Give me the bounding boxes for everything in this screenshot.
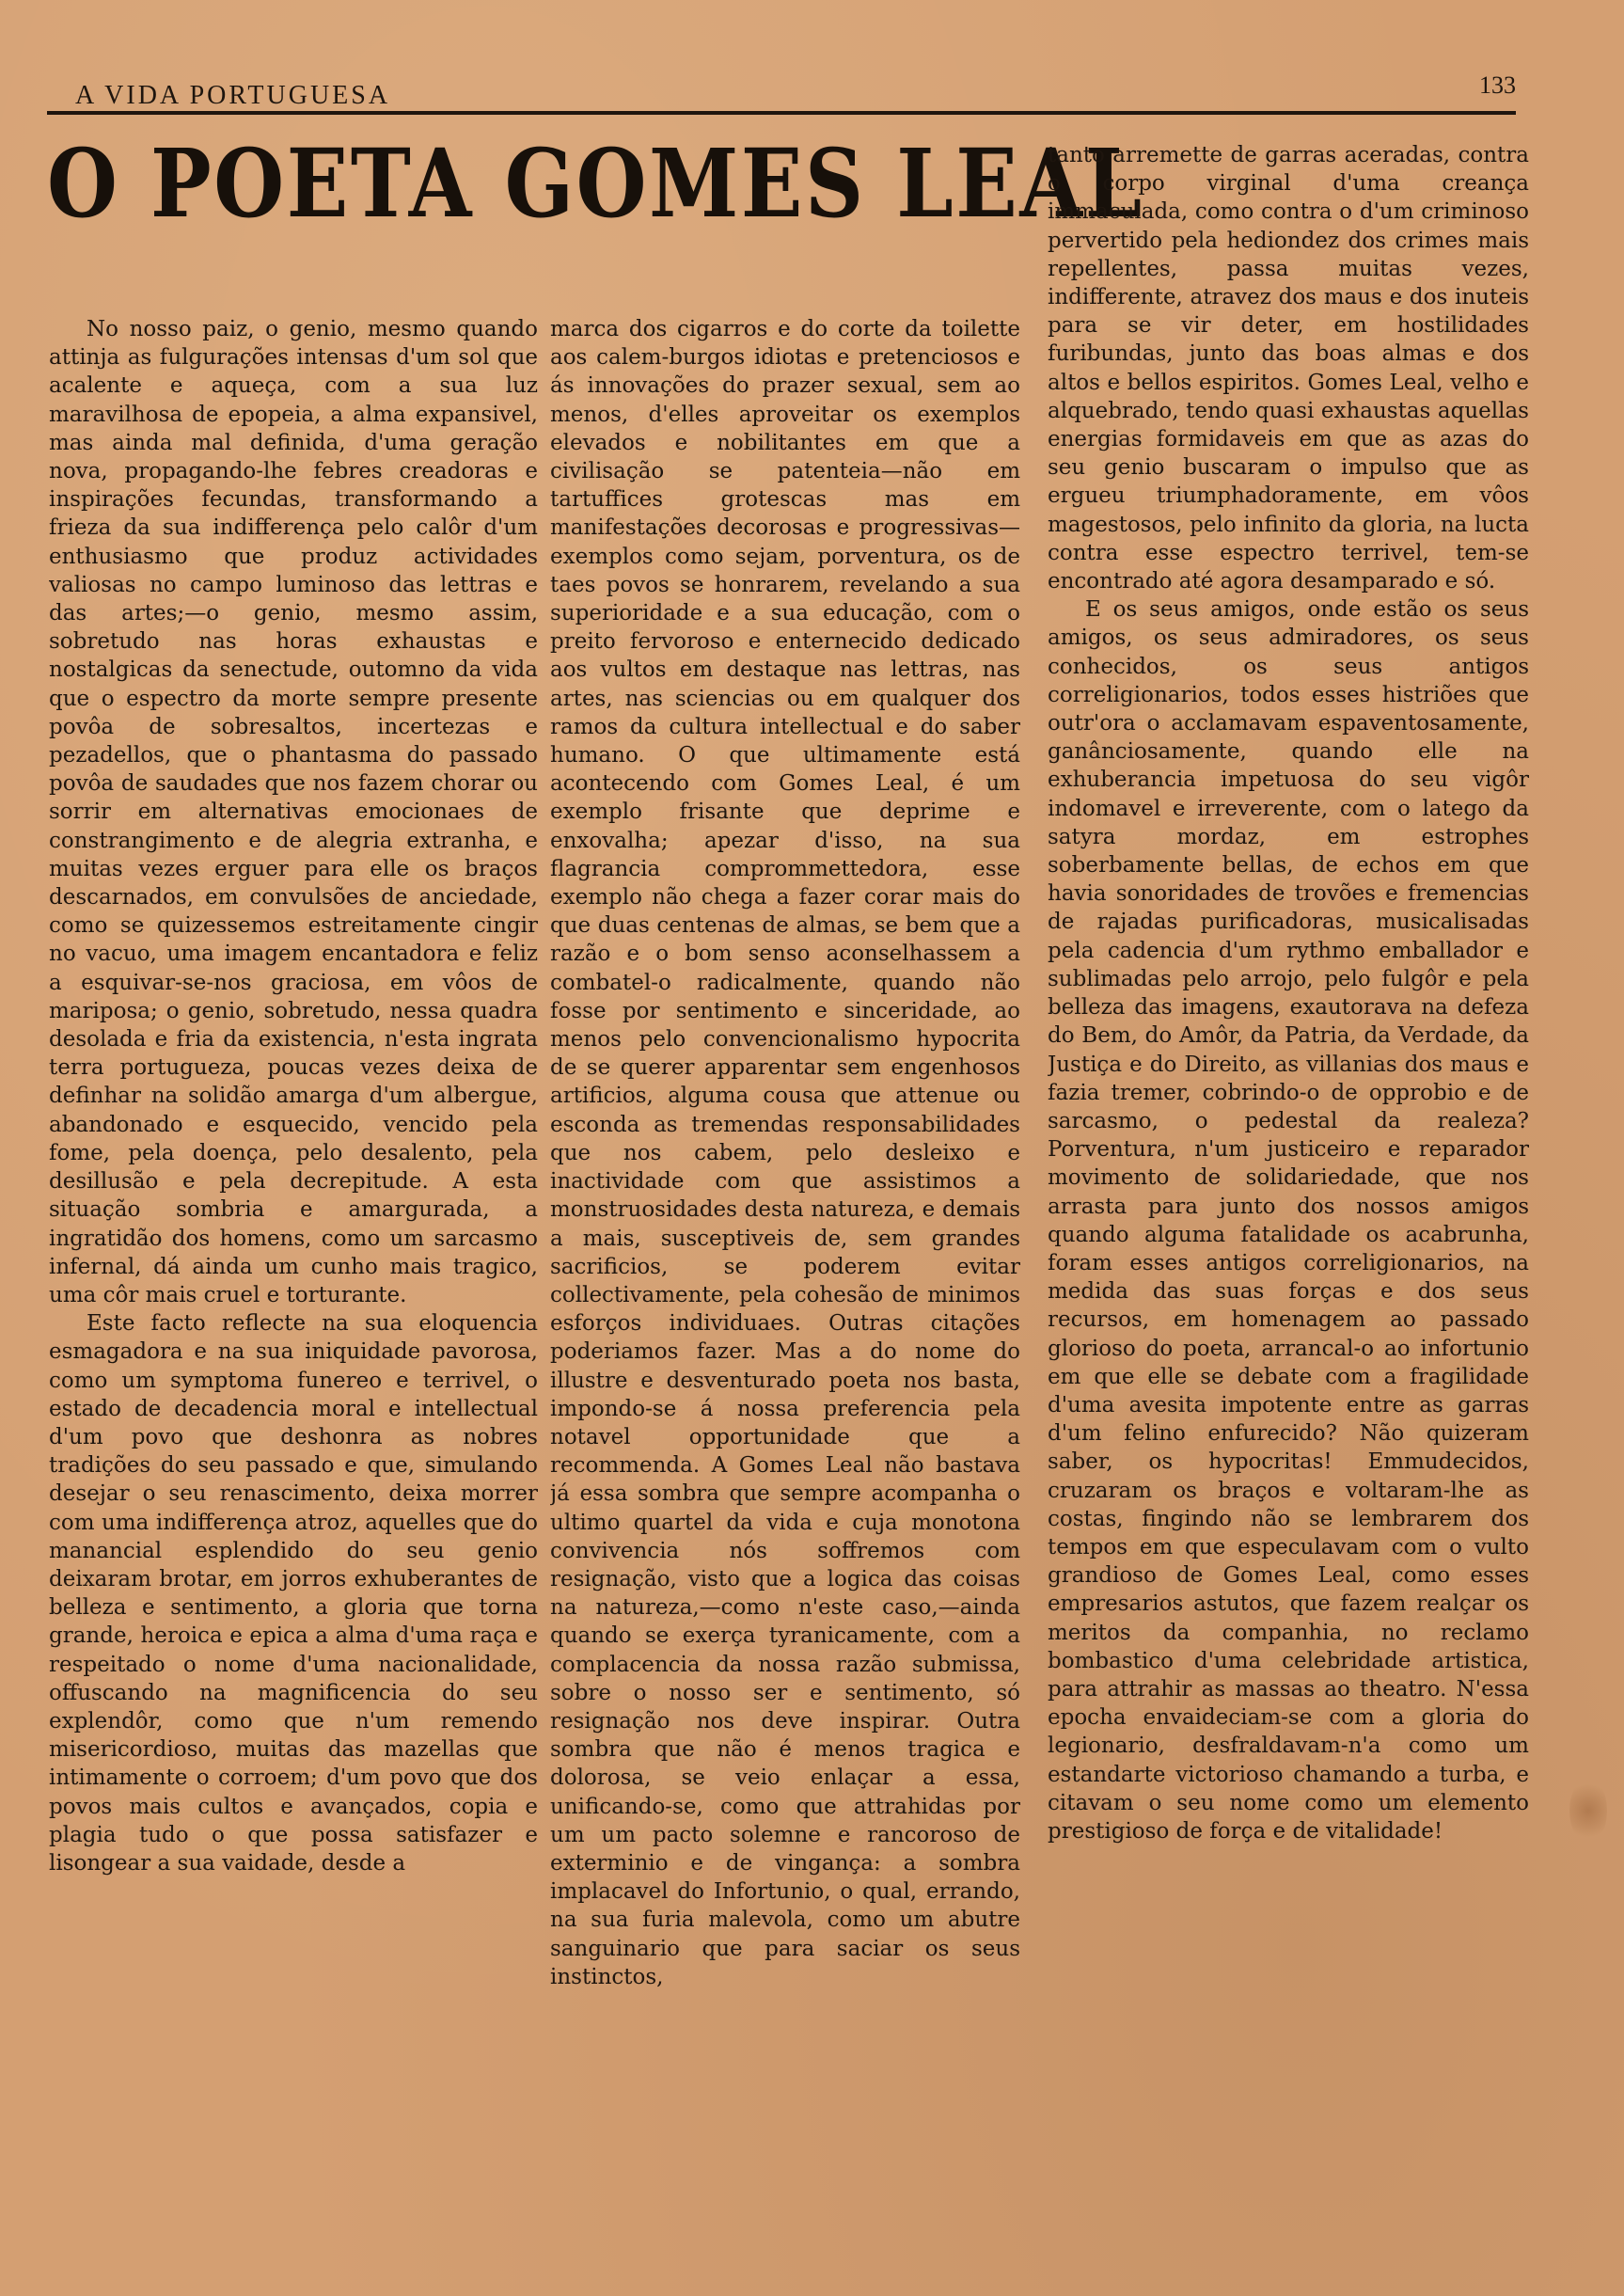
page-header (49, 71, 1516, 115)
paragraph: No nosso paiz, o genio, mesmo quando attinja as fulgurações intensas d'um sol que acalente e aqueça, com a sua luz maravilhosa de epopeia, a alma expansivel, mas ainda mal definida, d'uma geração nova, propagando-lhe febres creadoras e inspirações fecundas, transformando a frieza da sua indifferença pelo calôr d'um enthusiasmo que produz actividades valiosas no campo luminoso das lettras e das artes;—o genio, mesmo assim, sobretudo nas horas exhaustas e nostalgicas da senectude, outomno da vida que o espectro da morte sempre presente povôa de sobresaltos, incertezas e pezadellos, que o phantasma do passado povôa de saudades que nos fazem chorar ou sorrir em alternativas emocionaes de constrangimento e de alegria extranha, e muitas vezes erguer para elle os braços descarnados, em convulsões de anciedade, como se quizessemos estreitamente cingir no vacuo, uma imagem encantadora e feliz a esquivar-se-nos graciosa, em vôos de mariposa; o genio, sobretudo, nessa quadra desolada e fria da existencia, n'esta ingrata terra portugueza, poucas vezes deixa de definhar na solidão amarga d'um albergue, abandonado e esquecido, vencido pela fome, pela doença, pelo desalento, pela desillusão e pela decrepitude. A esta situação sombria e amargurada, a ingratidão dos homens, como um sarcasmo infernal, dá ainda um cunho mais tragico, uma côr mais cruel e torturante. (49, 317, 538, 1307)
paragraph: tanto arremette de garras aceradas, contra o corpo virginal d'uma creança immaculada, como contra o d'um criminoso pervertido pela hediondez dos crimes mais repellentes, passa muitas vezes, indifferente, atravez dos maus e dos inuteis para se vir deter, em hostilidades furibundas, junto das boas almas e dos altos e bellos espiritos. Gomes Leal, velho e alquebrado, tendo quasi exhaustas aquellas energias formidaveis em que as azas do seu genio buscaram o impulso que as ergueu triumphadoramente, em vôos magestosos, pelo infinito da gloria, na lucta contra esse espectro terrivel, tem-se encontrado até agora desamparado e só. (1048, 143, 1529, 594)
article-title: O POETA GOMES LEAL (47, 128, 1144, 239)
header-rule (47, 111, 1516, 115)
article-column-left (49, 315, 538, 2196)
paragraph: marca dos cigarros e do corte da toilette aos calem-burgos idiotas e pretenciosos e ás innovações do prazer sexual, sem ao menos, d'elles aproveitar os exemplos elevados e nobilitantes em que a civilisação se patenteia—não em tartuffices grotescas mas em manifestações decorosas e progressivas—exemplos como sejam, porventura, os de taes povos se honrarem, revelando a sua superioridade e a sua educação, com o preito fervoroso e enternecido dedicado aos vultos em destaque nas lettras, nas artes, nas sciencias ou em qualquer dos ramos da cultura intellectual e do saber humano. O que ultimamente está acontecendo com Gomes Leal, é um exemplo frisante que deprime e enxovalha; apezar d'isso, na sua flagrancia comprommettedora, esse exemplo não chega a fazer corar mais do que duas centenas de almas, se bem que a razão e o bom senso aconselhassem a combatel-o radicalmente, quando não fosse por sentimento e sinceridade, ao menos pelo convencionalismo hypocrita de se querer apparentar sem engenhosos artificios, alguma cousa que attenue ou esconda as tremendas responsabilidades que nos cabem, pelo desleixo e inactividade com que assistimos a monstruosidades desta natureza, e demais a mais, susceptiveis de, sem grandes sacrificios, se poderem evitar collectivamente, pela cohesão de minimos esforços individuaes. Outras citações poderiamos fazer. Mas a do nome do illustre e desventurado poeta nos basta, impondo-se á nossa preferencia pela notavel opportunidade que a recommenda. A Gomes Leal não bastava já essa sombra que sempre acompanha o ultimo quartel da vida e cuja monotona convivencia nós soffremos com resignação, visto que a logica das coisas na natureza,—como n'este caso,—ainda quando se exerça tyranicamente, com a complacencia da nossa razão submissa, sobre o nosso ser e sentimento, só resignação nos deve inspirar. Outra sombra que não é menos tragica e dolorosa, se veio enlaçar a essa, unificando-se, como que attrahidas por um um pacto solemne e rancoroso de exterminio e de vingança: a sombra implacavel do Infortunio, o qual, errando, na sua furia malevola, como um abutre sanguinario que para saciar os seus instinctos, (550, 317, 1020, 1989)
article-column-middle (550, 315, 1020, 2196)
paper-stain (1569, 1778, 1607, 1844)
article-column-right (1048, 141, 1529, 2201)
paragraph: Este facto reflecte na sua eloquencia esmagadora e na sua iniquidade pavorosa, como um symptoma funereo e terrivel, o estado de decadencia moral e intellectual d'um povo que deshonra as nobres tradições do seu passado e que, simulando desejar o seu renascimento, deixa morrer com uma indifferença atroz, aquelles que do manancial esplendido do seu genio deixaram brotar, em jorros exhuberantes de belleza e sentimento, a gloria que torna grande, heroica e epica a alma d'uma raça e respeitado o nome d'uma nacionalidade, offuscando na magnificencia do seu explendôr, como que n'um remendo misericordioso, muitas das mazellas que intimamente o corroem; d'um povo que dos povos mais cultos e avançados, copia e plagia tudo o que possa satisfazer e lisongear a sua vaidade, desde a (49, 1311, 538, 1876)
paragraph: E os seus amigos, onde estão os seus amigos, os seus admiradores, os seus conhecidos, os seus antigos correligionarios, todos esses histriões que outr'ora o acclamavam espaventosamente, ganânciosamente, quando elle na exhuberancia impetuosa do seu vigôr indomavel e irreverente, com o latego da satyra mordaz, em estrophes soberbamente bellas, de echos em que havia sonoridades de trovões e fremencias de rajadas purificadoras, musicalisadas pela cadencia d'um rythmo emballador e sublimadas pelo arrojo, pelo fulgôr e pela belleza das imagens, exautorava na defeza do Bem, do Amôr, da Patria, da Verdade, da Justiça e do Direito, as villanias dos maus e fazia tremer, cobrindo-o de opprobio e de sarcasmo, o pedestal da realeza? Porventura, n'um justiceiro e reparador movimento de solidariedade, que nos arrasta para junto dos nossos amigos quando alguma fatalidade os acabrunha, foram esses antigos correligionarios, na medida das suas forças e dos seus recursos, em homenagem ao passado glorioso do poeta, arrancal-o ao infortunio em que elle se debate com a fragilidade d'uma avesita impotente entre as garras d'um felino enfurecido? Não quizeram saber, os hypocritas! Emmudecidos, cruzaram os braços e voltaram-lhe as costas, fingindo não se lembrarem dos tempos em que especulavam com o vulto grandioso de Gomes Leal, como esses empresarios astutos, que fazem realçar os meritos da companhia, no reclamo bombastico d'uma celebridade artistica, para attrahir as massas ao theatro. N'essa epocha envaideciam-se com a gloria do legionario, desfraldavam-n'a como um estandarte victorioso chamando a turba, e citavam o seu nome como um elemento prestigioso de força e de vitalidade! (1048, 597, 1529, 1844)
running-title: A VIDA PORTUGUESA (75, 81, 391, 110)
page-number: 133 (1479, 71, 1516, 99)
